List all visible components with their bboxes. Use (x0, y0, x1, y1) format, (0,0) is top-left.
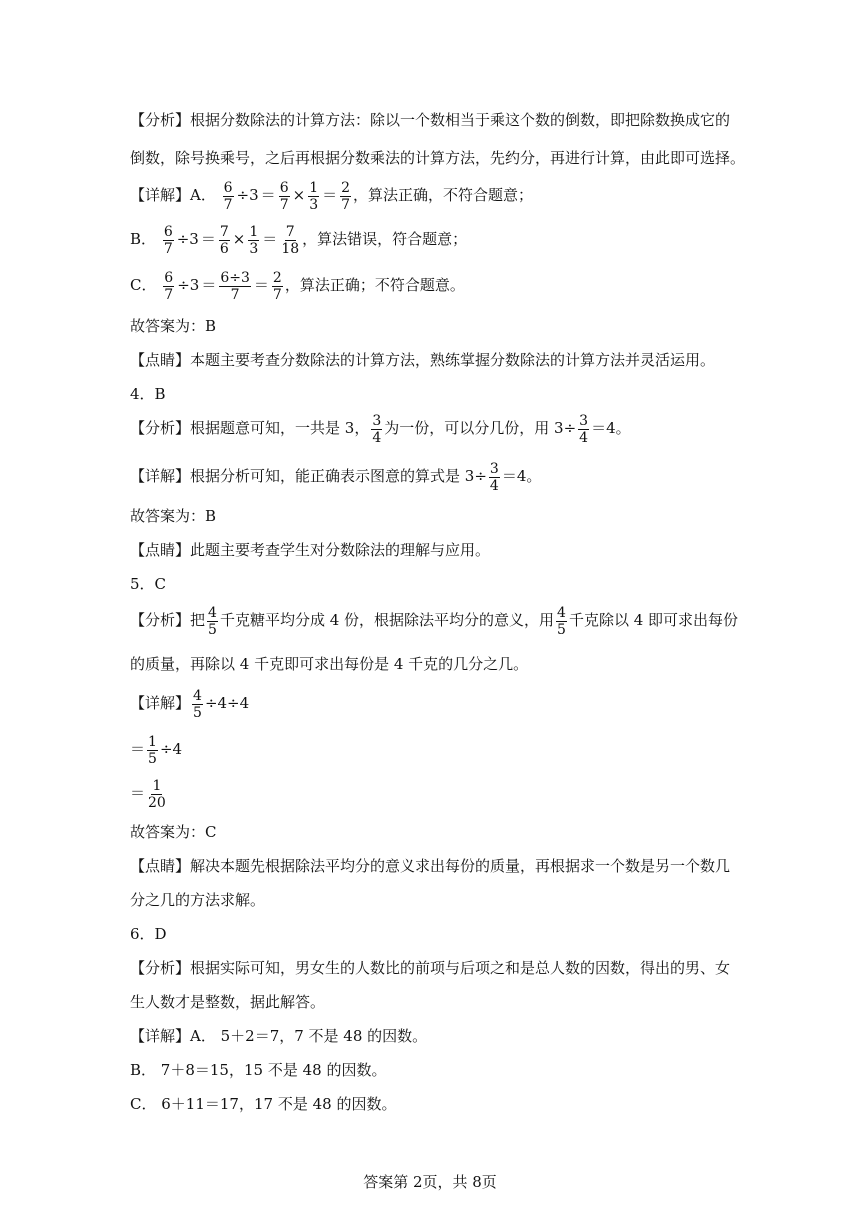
q3-b-label: B． (130, 230, 157, 248)
q5-answer: 故答案为：C (130, 823, 217, 841)
q4-answer: 故答案为：B (130, 507, 217, 525)
q3-b-comment: ，算法错误，符合题意； (302, 230, 468, 248)
q6-detail-b: B． 7＋8＝15，15 不是 48 的因数。 (130, 1061, 387, 1079)
q3-answer: 故答案为：B (130, 317, 217, 335)
q3-detail-a: 【详解】A． $\frac{6}{7}$ ÷3 ＝ $\frac{6}{7}$ × $\frac{1}{3}$ ＝ $\frac{2}{7}$ ，算法正确，不符合题意； (130, 179, 534, 213)
fraction-6-7: $\frac{6}{7}$ (223, 179, 233, 213)
fraction-1-5: $\frac{1}{5}$ (148, 733, 157, 767)
fraction-1-3: $\frac{1}{3}$ (309, 179, 319, 213)
page-footer: 答案第 2页，共 8页 (363, 1173, 497, 1191)
fraction-6div3-7: $\frac{6\div 3}{7}$ (220, 269, 250, 303)
q5-analysis-line-1: 【分析】把 $\frac{4}{5}$ 千克糖平均分成 4 份，根据除法平均分的意义，用 $\frac{4}{5}$ 千克除以 4 即可求出每份 (130, 604, 739, 638)
fraction-6-7: $\frac{6}{7}$ (163, 223, 173, 257)
q5-analysis-line-2: 的质量，再除以 4 千克即可求出每份是 4 千克的几分之几。 (130, 655, 529, 673)
q3-comment: 【点睛】本题主要考查分数除法的计算方法，熟练掌握分数除法的计算方法并灵活运用。 (130, 351, 716, 369)
q3-a-comment: ，算法正确，不符合题意； (353, 186, 534, 204)
fraction-6-7: $\frac{6}{7}$ (279, 179, 289, 213)
q3-c-label: C． (130, 276, 157, 294)
fraction-1-3: $\frac{1}{3}$ (249, 223, 259, 257)
fraction-4-5: $\frac{4}{5}$ (208, 604, 217, 638)
q5-detail-step-3: ＝ $\frac{1}{20}$ (130, 777, 166, 811)
fraction-2-7: $\frac{2}{7}$ (272, 269, 282, 303)
fraction-2-7: $\frac{2}{7}$ (341, 179, 351, 213)
fraction-3-4: $\frac{3}{4}$ (579, 412, 589, 446)
q5-detail-step-2: ＝ $\frac{1}{5}$ ÷4 (130, 733, 183, 767)
q6-analysis-line-1: 【分析】根据实际可知，男女生的人数比的前项与后项之和是总人数的因数，得出的男、女 (130, 959, 731, 977)
q5-comment-line-2: 分之几的方法求解。 (130, 891, 266, 909)
q4-analysis: 【分析】根据题意可知，一共是 3， $\frac{3}{4}$ 为一份，可以分几份，用 3÷ $\frac{3}{4}$ ＝4。 (130, 412, 631, 446)
q3-detail-label: 【详解】A． (130, 186, 216, 204)
q4-comment: 【点睛】此题主要考查学生对分数除法的理解与应用。 (130, 541, 491, 559)
q3-analysis-line-2: 倒数，除号换乘号，之后再根据分数乘法的计算方法，先约分，再进行计算，由此即可选择。 (130, 149, 746, 167)
fraction-7-18: $\frac{7}{18}$ (281, 223, 300, 257)
q5-comment-line-1: 【点睛】解决本题先根据除法平均分的意义求出每份的质量，再根据求一个数是另一个数几 (130, 857, 731, 875)
q3-detail-b: B． $\frac{6}{7}$ ÷3 ＝ $\frac{7}{6}$ × $\frac{1}{3}$ ＝ $\frac{7}{18}$ ，算法错误，符合题意； (130, 223, 468, 257)
fraction-4-5: $\frac{4}{5}$ (193, 687, 202, 721)
q4-detail: 【详解】根据分析可知，能正确表示图意的算式是 3÷ $\frac{3}{4}$ ＝4。 (130, 460, 542, 494)
q3-c-comment: ，算法正确；不符合题意。 (284, 276, 465, 294)
q3-detail-c: C． $\frac{6}{7}$ ÷3 ＝ $\frac{6\div 3}{7}$ ＝ $\frac{2}{7}$ ，算法正确；不符合题意。 (130, 269, 465, 303)
q5-detail-step-1: 【详解】 $\frac{4}{5}$ ÷4÷4 (130, 687, 250, 721)
fraction-3-4: $\frac{3}{4}$ (489, 460, 499, 494)
fraction-4-5: $\frac{4}{5}$ (557, 604, 566, 638)
q5-number: 5．C (130, 575, 167, 593)
fraction-6-7: $\frac{6}{7}$ (164, 269, 174, 303)
fraction-3-4: $\frac{3}{4}$ (372, 412, 382, 446)
q6-number: 6．D (130, 925, 167, 943)
q6-detail-c: C． 6＋11＝17，17 不是 48 的因数。 (130, 1095, 397, 1113)
fraction-7-6: $\frac{7}{6}$ (219, 223, 229, 257)
q3-analysis-line-1: 【分析】根据分数除法的计算方法：除以一个数相当于乘这个数的倒数，即把除数换成它的 (130, 111, 731, 129)
q6-analysis-line-2: 生人数才是整数，据此解答。 (130, 993, 326, 1011)
fraction-1-20: $\frac{1}{20}$ (148, 777, 166, 811)
q6-detail-a: 【详解】A． 5＋2＝7，7 不是 48 的因数。 (130, 1027, 428, 1045)
q4-number: 4．B (130, 385, 166, 403)
